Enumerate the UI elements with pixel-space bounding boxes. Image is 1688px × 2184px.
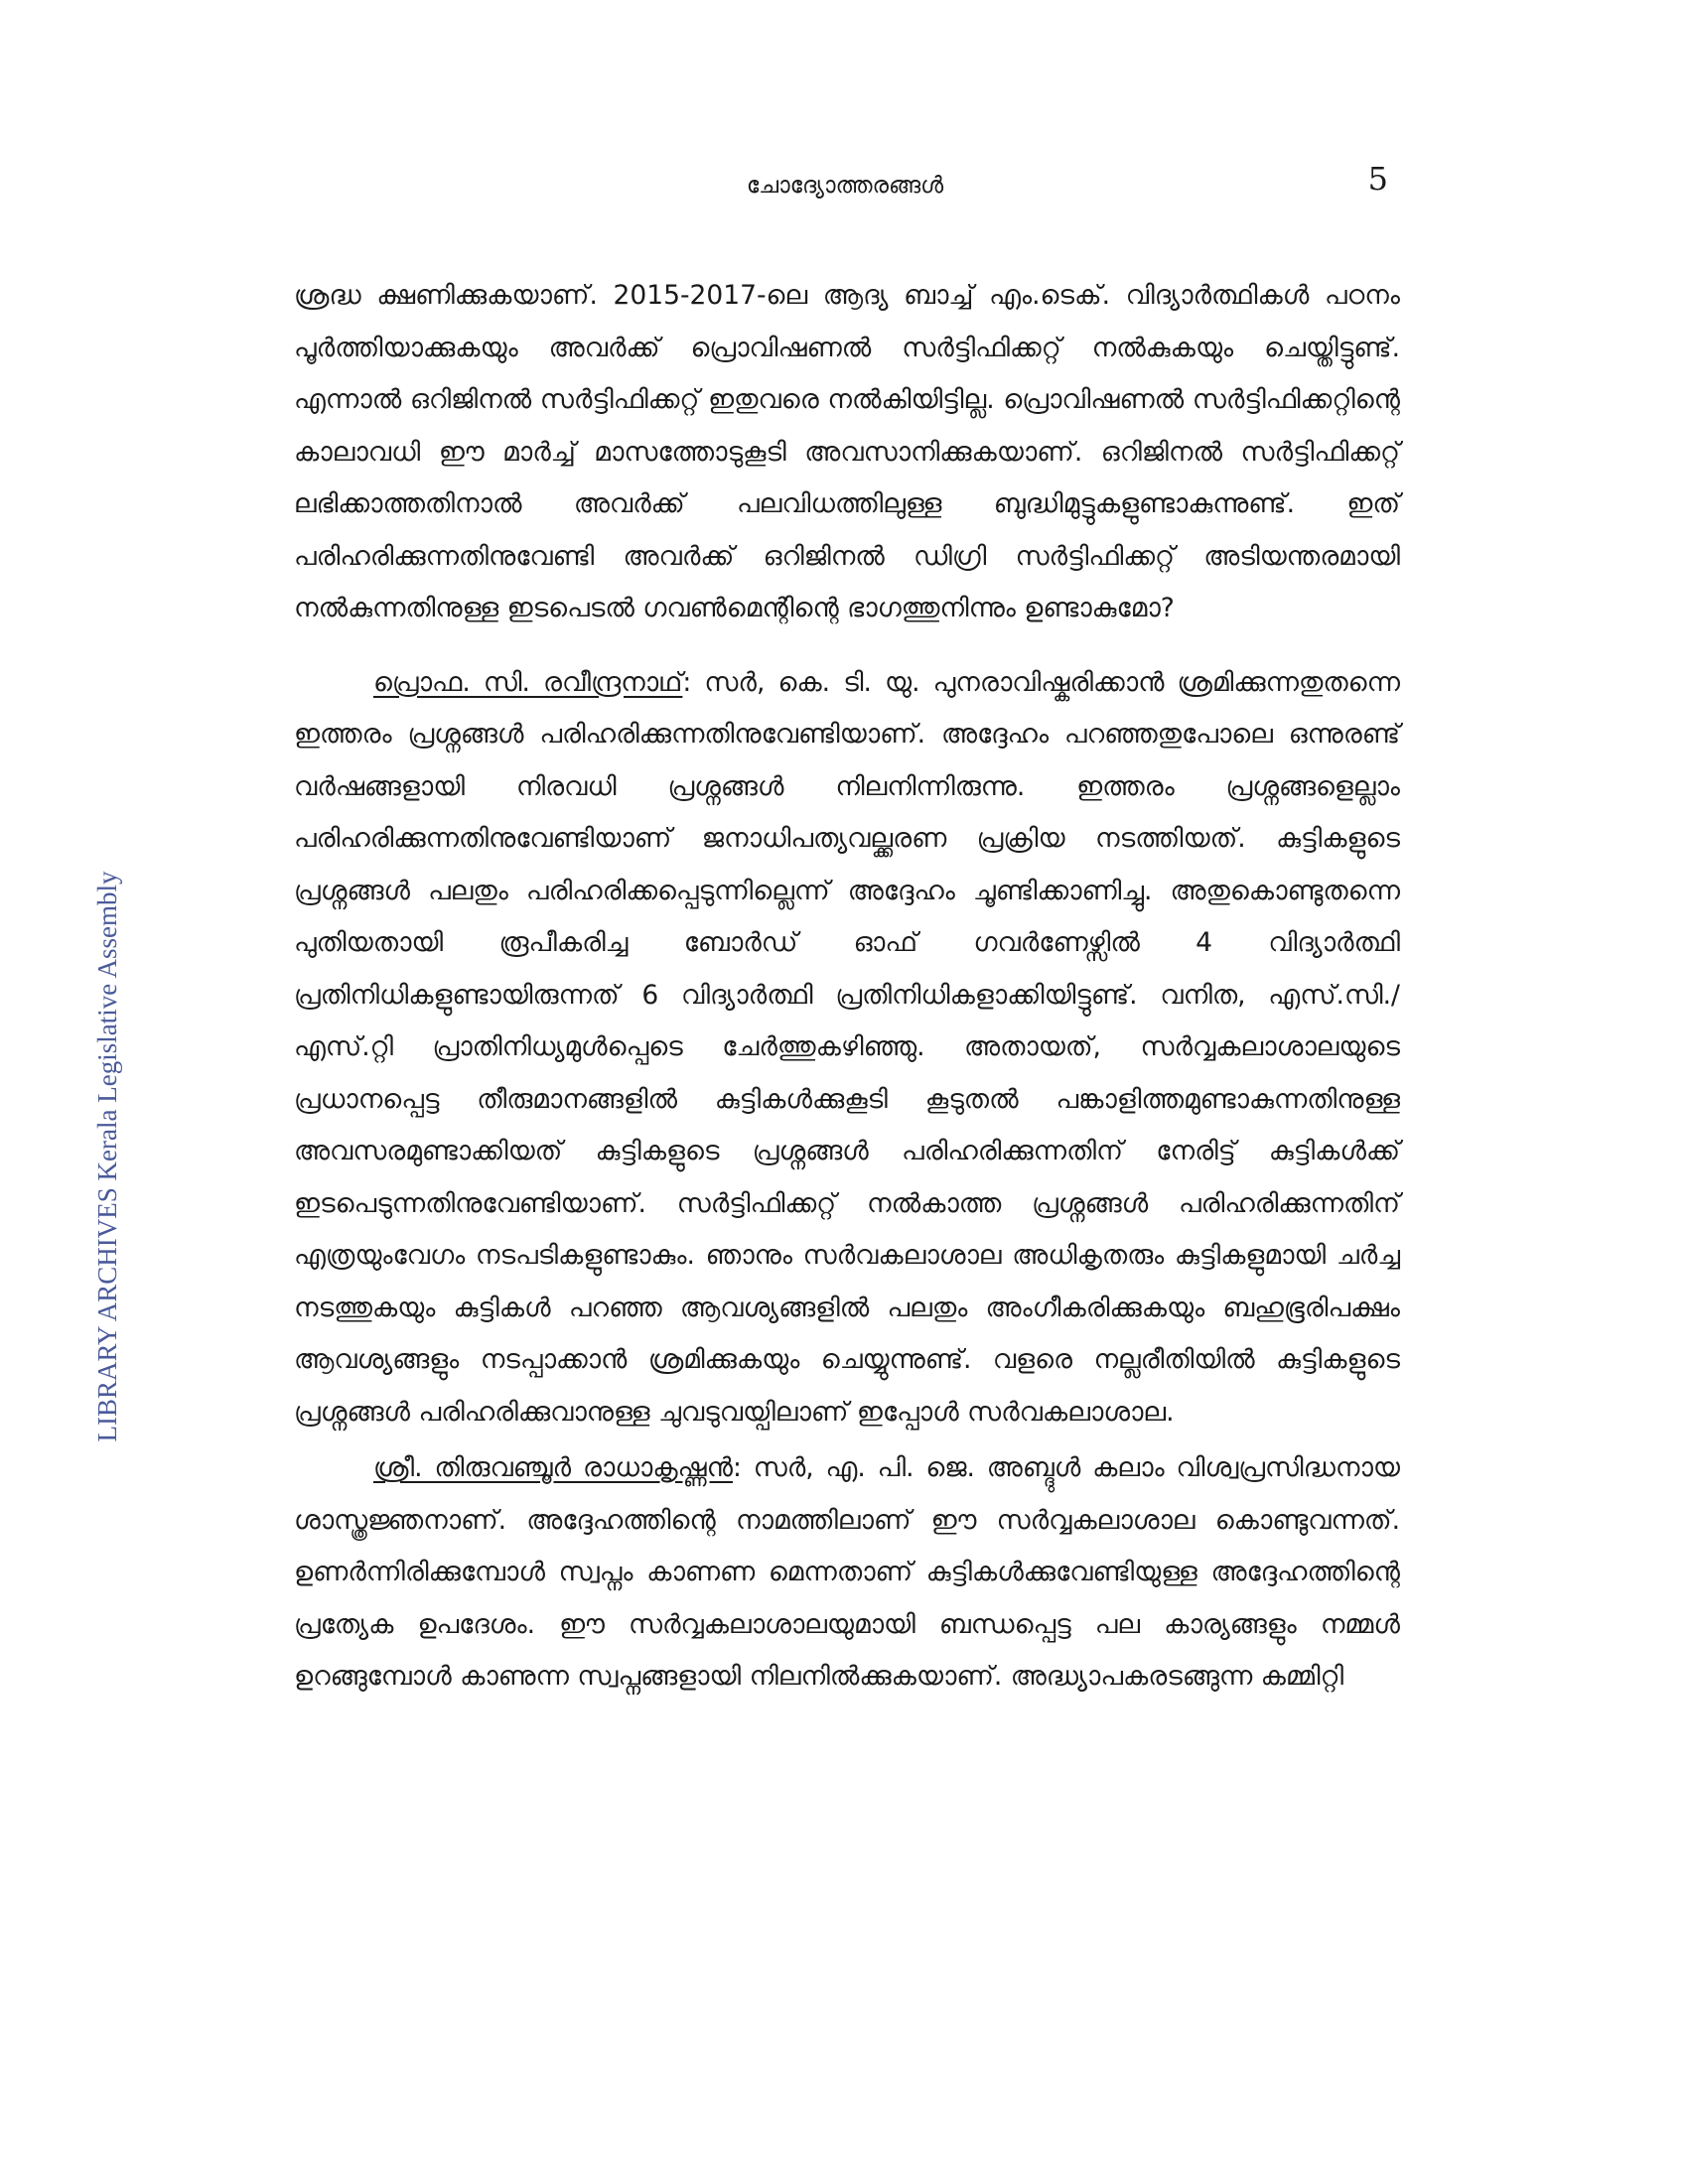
paragraph-text: ശ്രദ്ധ ക്ഷണിക്കുകയാണ്. 2015-2017-ലെ ആദ്യ ബാച്ച് എം.ടെക്. വിദ്യാർത്ഥികൾ പഠനം പൂർത്തിയാക്കുകയും അവർക്ക് പ്രൊവിഷണൽ സർട്ടിഫിക്കറ്റ് നൽകുകയും ചെയ്തിട്ടുണ്ട്. എന്നാൽ ഒറിജിനൽ സർട്ടിഫിക്കറ്റ് ഇതുവരെ നൽകിയിട്ടില്ല. പ്രൊവിഷണൽ സർട്ടിഫിക്കറ്റിന്റെ കാലാവധി ഈ മാർച്ച് മാസത്തോടുകൂടി അവസാനിക്കുകയാണ്. ഒറിജിനൽ സർട്ടിഫിക്കറ്റ് ലഭിക്കാത്തതിനാൽ അവർക്ക് പലവിധത്തിലുള്ള ബുദ്ധിമുട്ടുകളുണ്ടാകുന്നുണ്ട്. ഇത് പരിഹരിക്കുന്നതിനുവേണ്ടി അവർക്ക് ഒറിജിനൽ ഡിഗ്രി സർട്ടിഫിക്കറ്റ് അടിയന്തരമായി നൽകുന്നതിനുള്ള ഇടപെടൽ ഗവൺമെന്റിന്റെ ഭാഗത്തുനിന്നും ഉണ്ടാകുമോ? xyxy=(294,280,1400,623)
question-paragraph xyxy=(294,270,1400,635)
speaker-name: പ്രൊഫ. സി. രവീന്ദ്രനാഥ് xyxy=(373,666,683,698)
document-body xyxy=(294,270,1400,1704)
supplementary-paragraph xyxy=(294,1442,1400,1704)
speaker-name: ശ്രീ. തിരുവഞ്ചൂർ രാധാകൃഷ്ണൻ xyxy=(373,1452,733,1483)
paragraph-text: സർ, കെ. ടി. യു. പുനരാവിഷ്കരിക്കാൻ ശ്രമിക്കുന്നതുതന്നെ ഇത്തരം പ്രശ്നങ്ങൾ പരിഹരിക്കുന്നതിനുവേണ്ടിയാണ്. അദ്ദേഹം പറഞ്ഞതുപോലെ ഒന്നുരണ്ട് വർഷങ്ങളായി നിരവധി പ്രശ്നങ്ങൾ നിലനിന്നിരുന്നു. ഇത്തരം പ്രശ്നങ്ങളെല്ലാം പരിഹരിക്കുന്നതിനുവേണ്ടിയാണ് ജനാധിപത്യവല്ക്കരണ പ്രക്രിയ നടത്തിയത്. കുട്ടികളുടെ പ്രശ്നങ്ങൾ പലതും പരിഹരിക്കപ്പെടുന്നില്ലെന്ന് അദ്ദേഹം ചൂണ്ടിക്കാണിച്ചു. അതുകൊണ്ടുതന്നെ പുതിയതായി രൂപീകരിച്ച ബോർഡ് ഓഫ് ഗവർണേഴ്സിൽ 4 വിദ്യാർത്ഥി പ്രതിനിധികളുണ്ടായിരുന്നത് 6 വിദ്യാർത്ഥി പ്രതിനിധികളാക്കിയിട്ടുണ്ട്. വനിത, എസ്.സി./എസ്.റ്റി പ്രാതിനിധ്യമുൾപ്പെടെ ചേർത്തുകഴിഞ്ഞു. അതായത്, സർവ്വകലാശാലയുടെ പ്രധാനപ്പെട്ട തീരുമാനങ്ങളിൽ കുട്ടികൾക്കുകൂടി കൂടുതൽ പങ്കാളിത്തമുണ്ടാകുന്നതിനുള്ള അവസരമുണ്ടാക്കിയത് കുട്ടികളുടെ പ്രശ്നങ്ങൾ പരിഹരിക്കുന്നതിന് നേരിട്ട് കുട്ടികൾക്ക് ഇടപെടുന്നതിനുവേണ്ടിയാണ്. സർട്ടിഫിക്കറ്റ് നൽകാത്ത പ്രശ്നങ്ങൾ പരിഹരിക്കുന്നതിന് എത്രയുംവേഗം നടപടികളുണ്ടാകും. ഞാനും സർവകലാശാല അധികൃതരും കുട്ടികളുമായി ചർച്ച നടത്തുകയും കുട്ടികൾ പറഞ്ഞ ആവശ്യങ്ങളിൽ പലതും അംഗീകരിക്കുകയും ബഹുഭൂരിപക്ഷം ആവശ്യങ്ങളും നടപ്പാക്കാൻ ശ്രമിക്കുകയും ചെയ്യുന്നുണ്ട്. വളരെ നല്ലരീതിയിൽ കുട്ടികളുടെ പ്രശ്നങ്ങൾ പരിഹരിക്കുവാനുള്ള ചുവടുവയ്പിലാണ് ഇപ്പോൾ സർവകലാശാല. xyxy=(294,666,1400,1428)
page-number: 5 xyxy=(1367,160,1388,198)
speaker-colon: : xyxy=(732,1452,742,1483)
speaker-colon: : xyxy=(682,666,692,698)
archive-watermark: LIBRARY ARCHIVES Kerala Legislative Assembly xyxy=(92,871,122,1442)
answer-paragraph xyxy=(294,657,1400,1439)
page-header xyxy=(294,149,1396,208)
running-title: ചോദ്യോത്തരങ്ങൾ xyxy=(746,173,944,199)
paragraph-text: സർ, എ. പി. ജെ. അബ്ദുൾ കലാം വിശ്വപ്രസിദ്ധനായ ശാസ്ത്രജ്ഞനാണ്. അദ്ദേഹത്തിന്റെ നാമത്തിലാണ് ഈ സർവ്വകലാശാല കൊണ്ടുവന്നത്. ഉണർന്നിരിക്കുമ്പോൾ സ്വപ്നം കാണണ മെന്നതാണ് കുട്ടികൾക്കുവേണ്ടിയുള്ള അദ്ദേഹത്തിന്റെ പ്രത്യേക ഉപദേശം. ഈ സർവ്വകലാശാലയുമായി ബന്ധപ്പെട്ട പല കാര്യങ്ങളും നമ്മൾ ഉറങ്ങുമ്പോൾ കാണുന്ന സ്വപ്നങ്ങളായി നിലനിൽക്കുകയാണ്. അദ്ധ്യാപകരടങ്ങുന്ന കമ്മിറ്റി xyxy=(294,1452,1400,1692)
